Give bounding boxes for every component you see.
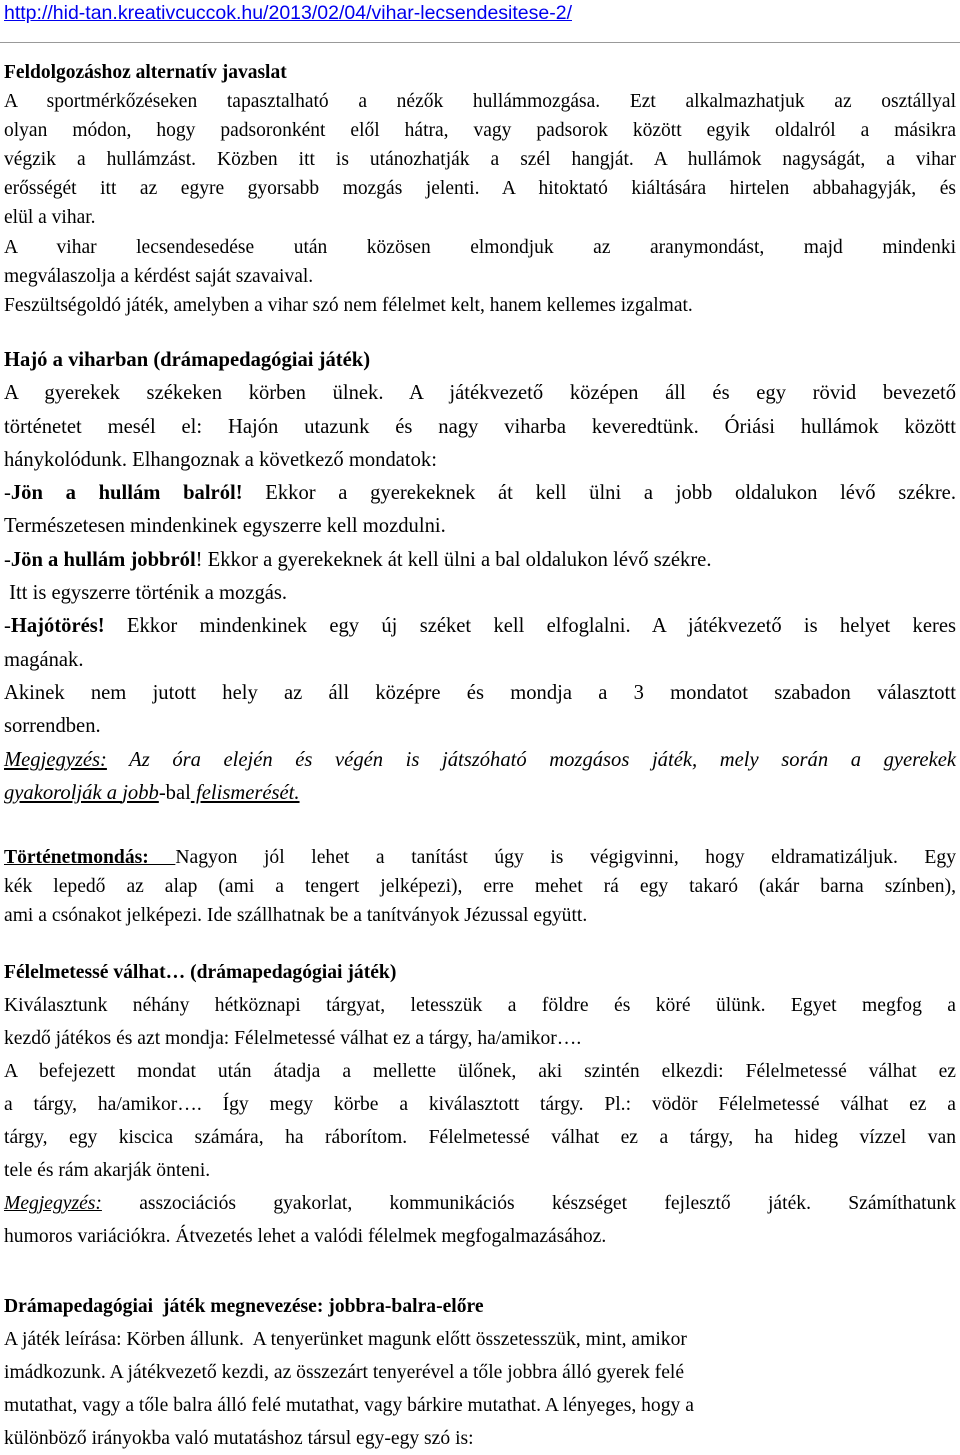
paragraph-line: A sportmérkőzéseken tapasztalható a nézők hullámmozgása. Ezt alkalmazhatjuk az osztállyal — [4, 91, 956, 113]
section-heading: Félelmetessé válhat… (drámapedagógiai játék) — [4, 962, 397, 983]
dash: - — [4, 482, 11, 505]
paragraph-line — [4, 844, 956, 873]
note-text: asszociációs gyakorlat, kommunikációs készséget fejlesztő játék. Számíthatunk — [101, 1193, 956, 1214]
paragraph-line: A játék leírása: Körben állunk. A tenyerünket magunk előtt összetesszük, mint, amikor — [4, 1329, 687, 1350]
note-label: Megjegyzés: — [4, 1193, 102, 1214]
dash: - — [4, 615, 11, 638]
section-ship-in-storm — [4, 344, 956, 810]
paragraph-line: Akinek nem jutott hely az áll középre és mondja a 3 mondatot szabadon választott — [4, 681, 956, 704]
paragraph-line: kék lepedő az alap (ami a tengert jelképezi), erre mehet rá egy takaró (akár barna színben), — [4, 875, 956, 897]
command-line — [4, 610, 956, 643]
dash: - — [4, 548, 11, 571]
paragraph-line: Feszültségoldó játék, amelyben a vihar szó nem félelmet kelt, hanem kellemes izgalmat. — [4, 294, 693, 316]
command-explanation: Ekkor mindenkinek egy új széket kell elfoglalni. A játékvezető is helyet keres — [104, 615, 956, 638]
paragraph-line: ami a csónakot jelképezi. Ide szállhatnak be a tanítványok Jézussal együtt. — [4, 904, 588, 926]
section-heading: Feldolgozáshoz alternatív javaslat — [4, 62, 287, 83]
paragraph-line: elül a vihar. — [4, 207, 96, 229]
storytelling-label: Történetmondás: — [4, 847, 176, 868]
command-line — [4, 477, 956, 510]
paragraph-line: hánykolódunk. Elhangoznak a következő mondatok: — [4, 448, 437, 471]
section-storytelling — [4, 844, 956, 930]
paragraph-line: magának. — [4, 648, 84, 671]
paragraph-line: tárgy, egy kiscica számára, ha ráborítom. Félelmetessé válhat ez a tárgy, ha hideg vízzel van — [4, 1127, 956, 1148]
note-text: Az óra elején és végén is játszóható mozgásos játék, mely során a gyerekek — [106, 748, 956, 771]
command-text: Jön a hullám jobbról — [10, 548, 196, 571]
command-explanation: ! Ekkor a gyerekeknek át kell ülni a bal oldalukon lévő székre. — [195, 548, 712, 571]
section-can-become-scary — [4, 956, 956, 1253]
paragraph-line: A vihar lecsendesedése után közösen elmondjuk az aranymondást, majd mindenki — [4, 236, 956, 258]
paragraph-line: Természetesen mindenkinek egyszerre kell mozdulni. — [4, 515, 446, 538]
paragraph-line: történetet mesél el: Hajón utazunk és nagy viharba keveredtünk. Óriási hullámok között — [4, 415, 956, 438]
paragraph-line: különböző irányokba való mutatáshoz társul egy-egy szó is: — [4, 1428, 474, 1449]
source-url-link[interactable]: http://hid-tan.kreativcuccok.hu/2013/02/04/vihar-lecsendesitese-2/ — [4, 2, 572, 24]
paragraph-line: végzik a hullámzást. Közben itt is utánozhatják a szél hangját. A hullámok nagyságát, a vihar — [4, 149, 956, 171]
note-label: Megjegyzés: — [4, 748, 107, 771]
note-line — [4, 1187, 956, 1220]
note-line — [4, 744, 956, 777]
header-divider — [0, 42, 960, 43]
note-text-bal: -bal — [158, 781, 191, 804]
section-alternative-proposal — [4, 58, 956, 320]
section-heading: Hajó a viharban (drámapedagógiai játék) — [4, 349, 371, 371]
paragraph-line: megválaszolja a kérdést saját szavaival. — [4, 265, 314, 287]
note-text-jobb: jobb — [122, 781, 159, 804]
paragraph-line: Kiválasztunk néhány hétköznapi tárgyat, letesszük a földre és köré ülünk. Egyet megfog a — [4, 995, 956, 1016]
command-line — [4, 544, 956, 577]
note-text: gyakorolják a — [4, 781, 123, 804]
note-line — [4, 777, 956, 810]
paragraph-line: imádkozunk. A játékvezető kezdi, az összezárt tenyerével a tőle jobbra álló gyerek felé — [4, 1362, 685, 1383]
paragraph-line: A befejezett mondat után átadja a mellette ülőnek, aki szintén elkezdi: Félelmetessé válhat ez — [4, 1061, 956, 1082]
note-line: humoros variációkra. Átvezetés lehet a valódi félelmek megfogalmazásához. — [4, 1226, 607, 1247]
section-heading: Drámapedagógiai játék megnevezése: jobbra-balra-előre — [4, 1296, 484, 1317]
section-right-left-forward — [4, 1290, 956, 1455]
paragraph-line: A gyerekek székeken körben ülnek. A játékvezető középen áll és egy rövid bevezető — [4, 382, 956, 405]
command-text: Jön a hullám balról! — [10, 482, 243, 505]
paragraph-line: tele és rám akarják önteni. — [4, 1160, 211, 1181]
paragraph-line: kezdő játékos és azt mondja: Félelmetessé válhat ez a tárgy, ha/amikor…. — [4, 1028, 582, 1049]
paragraph-line: a tárgy, ha/amikor…. Így megy körbe a kiválasztott tárgy. Pl.: vödör Félelmetessé válhat ez a — [4, 1094, 956, 1115]
paragraph-line: sorrendben. — [4, 715, 101, 738]
paragraph-line: erősségét itt az egyre gyorsabb mozgás jelenti. A hitoktató kiáltására hirtelen abbahagyják, és — [4, 178, 956, 200]
paragraph-line: Itt is egyszerre történik a mozgás. — [4, 582, 288, 605]
paragraph-text: Nagyon jól lehet a tanítást úgy is végigvinni, hogy eldramatizáljuk. Egy — [175, 847, 956, 868]
paragraph-line: olyan módon, hogy padsoronként elől hátra, vagy padsorok között egyik oldalról a másikra — [4, 120, 956, 142]
command-explanation: Ekkor a gyerekeknek át kell ülni a jobb oldalukon lévő székre. — [242, 482, 956, 505]
paragraph-line: mutathat, vagy a tőle balra álló felé mutathat, vagy bárkire mutathat. A lényeges, hogy a — [4, 1395, 694, 1416]
command-text: Hajótörés! — [10, 615, 105, 638]
note-text: felismerését. — [190, 781, 300, 804]
